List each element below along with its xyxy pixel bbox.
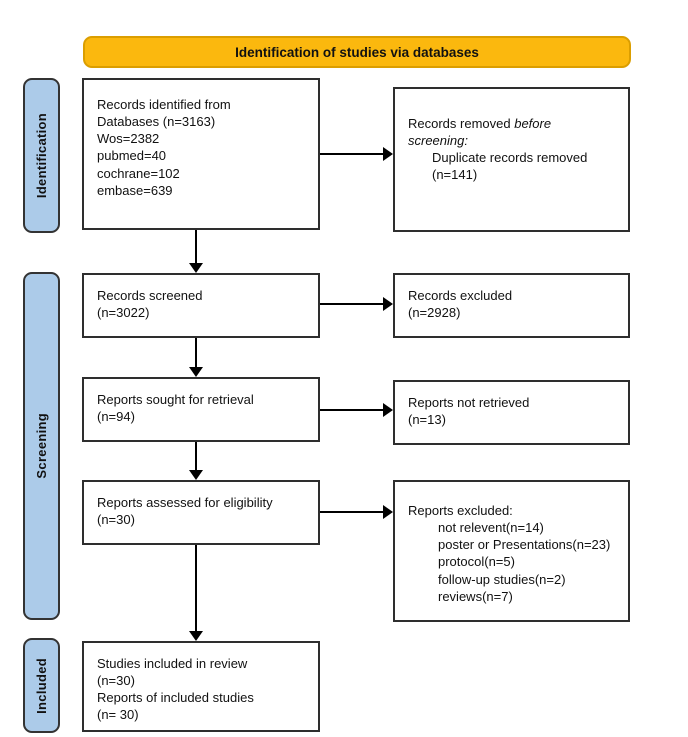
stage-included-label: Included xyxy=(34,657,49,714)
arrow-line xyxy=(195,230,197,263)
arrow-line xyxy=(195,442,197,470)
arrow-right-icon xyxy=(383,505,393,519)
records-screened-line: Records screened xyxy=(97,288,203,303)
records-identified-line: cochrane=102 xyxy=(97,165,180,181)
arrow-right-icon xyxy=(383,147,393,161)
records-identified-line: Records identified from xyxy=(97,97,231,112)
records-identified-line: Wos=2382 xyxy=(97,131,160,147)
studies-included-line: (n=30) xyxy=(97,673,135,689)
arrow-line xyxy=(320,303,383,305)
reports-excluded-item: not relevent(n=14) xyxy=(438,520,544,536)
records-identified-line: pubmed=40 xyxy=(97,148,167,164)
records-excluded-line: (n=2928) xyxy=(408,305,461,321)
box-reports-sought xyxy=(82,377,320,442)
arrow-line xyxy=(320,511,383,513)
reports-excluded-item: protocol(n=5) xyxy=(438,554,515,570)
box-records-removed xyxy=(393,87,630,232)
records-excluded-line: Records excluded xyxy=(408,288,513,303)
arrow-down-icon xyxy=(189,367,203,377)
stage-identification xyxy=(23,78,60,233)
arrow-line xyxy=(320,409,383,411)
arrow-line xyxy=(320,153,383,155)
records-identified-line: embase=639 xyxy=(97,182,173,198)
reports-excluded-item: reviews(n=7) xyxy=(438,588,513,604)
box-reports-excluded xyxy=(393,480,630,622)
arrow-right-icon xyxy=(383,297,393,311)
reports-excluded-item: follow-up studies(n=2) xyxy=(438,571,566,587)
stage-included xyxy=(23,638,60,733)
stage-screening-label: Screening xyxy=(34,413,49,479)
reports-assessed-line: (n=30) xyxy=(97,512,135,528)
arrow-down-icon xyxy=(189,263,203,273)
reports-excluded-title: Reports excluded: xyxy=(408,503,513,518)
reports-not-retrieved-line: Reports not retrieved xyxy=(408,395,530,410)
stage-screening xyxy=(23,272,60,620)
records-removed-normal-text: Records removed xyxy=(408,116,515,131)
records-screened-line: (n=3022) xyxy=(97,305,150,321)
reports-sought-line: (n=94) xyxy=(97,409,135,425)
box-records-identified xyxy=(82,78,320,230)
reports-not-retrieved-line: (n=13) xyxy=(408,412,446,428)
records-identified-line: Databases (n=3163) xyxy=(97,114,216,130)
studies-included-line: Studies included in review xyxy=(97,656,248,671)
reports-sought-line: Reports sought for retrieval xyxy=(97,392,254,407)
studies-included-line: Reports of included studies xyxy=(97,690,254,706)
arrow-down-icon xyxy=(189,470,203,480)
reports-assessed-line: Reports assessed for eligibility xyxy=(97,495,273,510)
arrow-right-icon xyxy=(383,403,393,417)
box-records-excluded xyxy=(393,273,630,338)
records-removed-detail: Duplicate records removed xyxy=(432,150,588,166)
records-removed-line2: screening: xyxy=(408,133,468,149)
reports-excluded-item: poster or Presentations(n=23) xyxy=(438,537,611,553)
records-removed-line1 xyxy=(408,115,618,132)
arrow-line xyxy=(195,338,197,367)
records-removed-italic-text: before xyxy=(514,116,552,131)
studies-included-line: (n= 30) xyxy=(97,707,139,723)
stage-identification-label: Identification xyxy=(34,112,49,199)
arrow-line xyxy=(195,545,197,631)
records-removed-detail: (n=141) xyxy=(432,167,478,183)
box-reports-assessed xyxy=(82,480,320,545)
banner-title xyxy=(83,36,631,68)
banner-title-label: Identification of studies via databases xyxy=(235,44,479,60)
box-reports-not-retrieved xyxy=(393,380,630,445)
arrow-down-icon xyxy=(189,631,203,641)
box-records-screened xyxy=(82,273,320,338)
box-studies-included xyxy=(82,641,320,732)
